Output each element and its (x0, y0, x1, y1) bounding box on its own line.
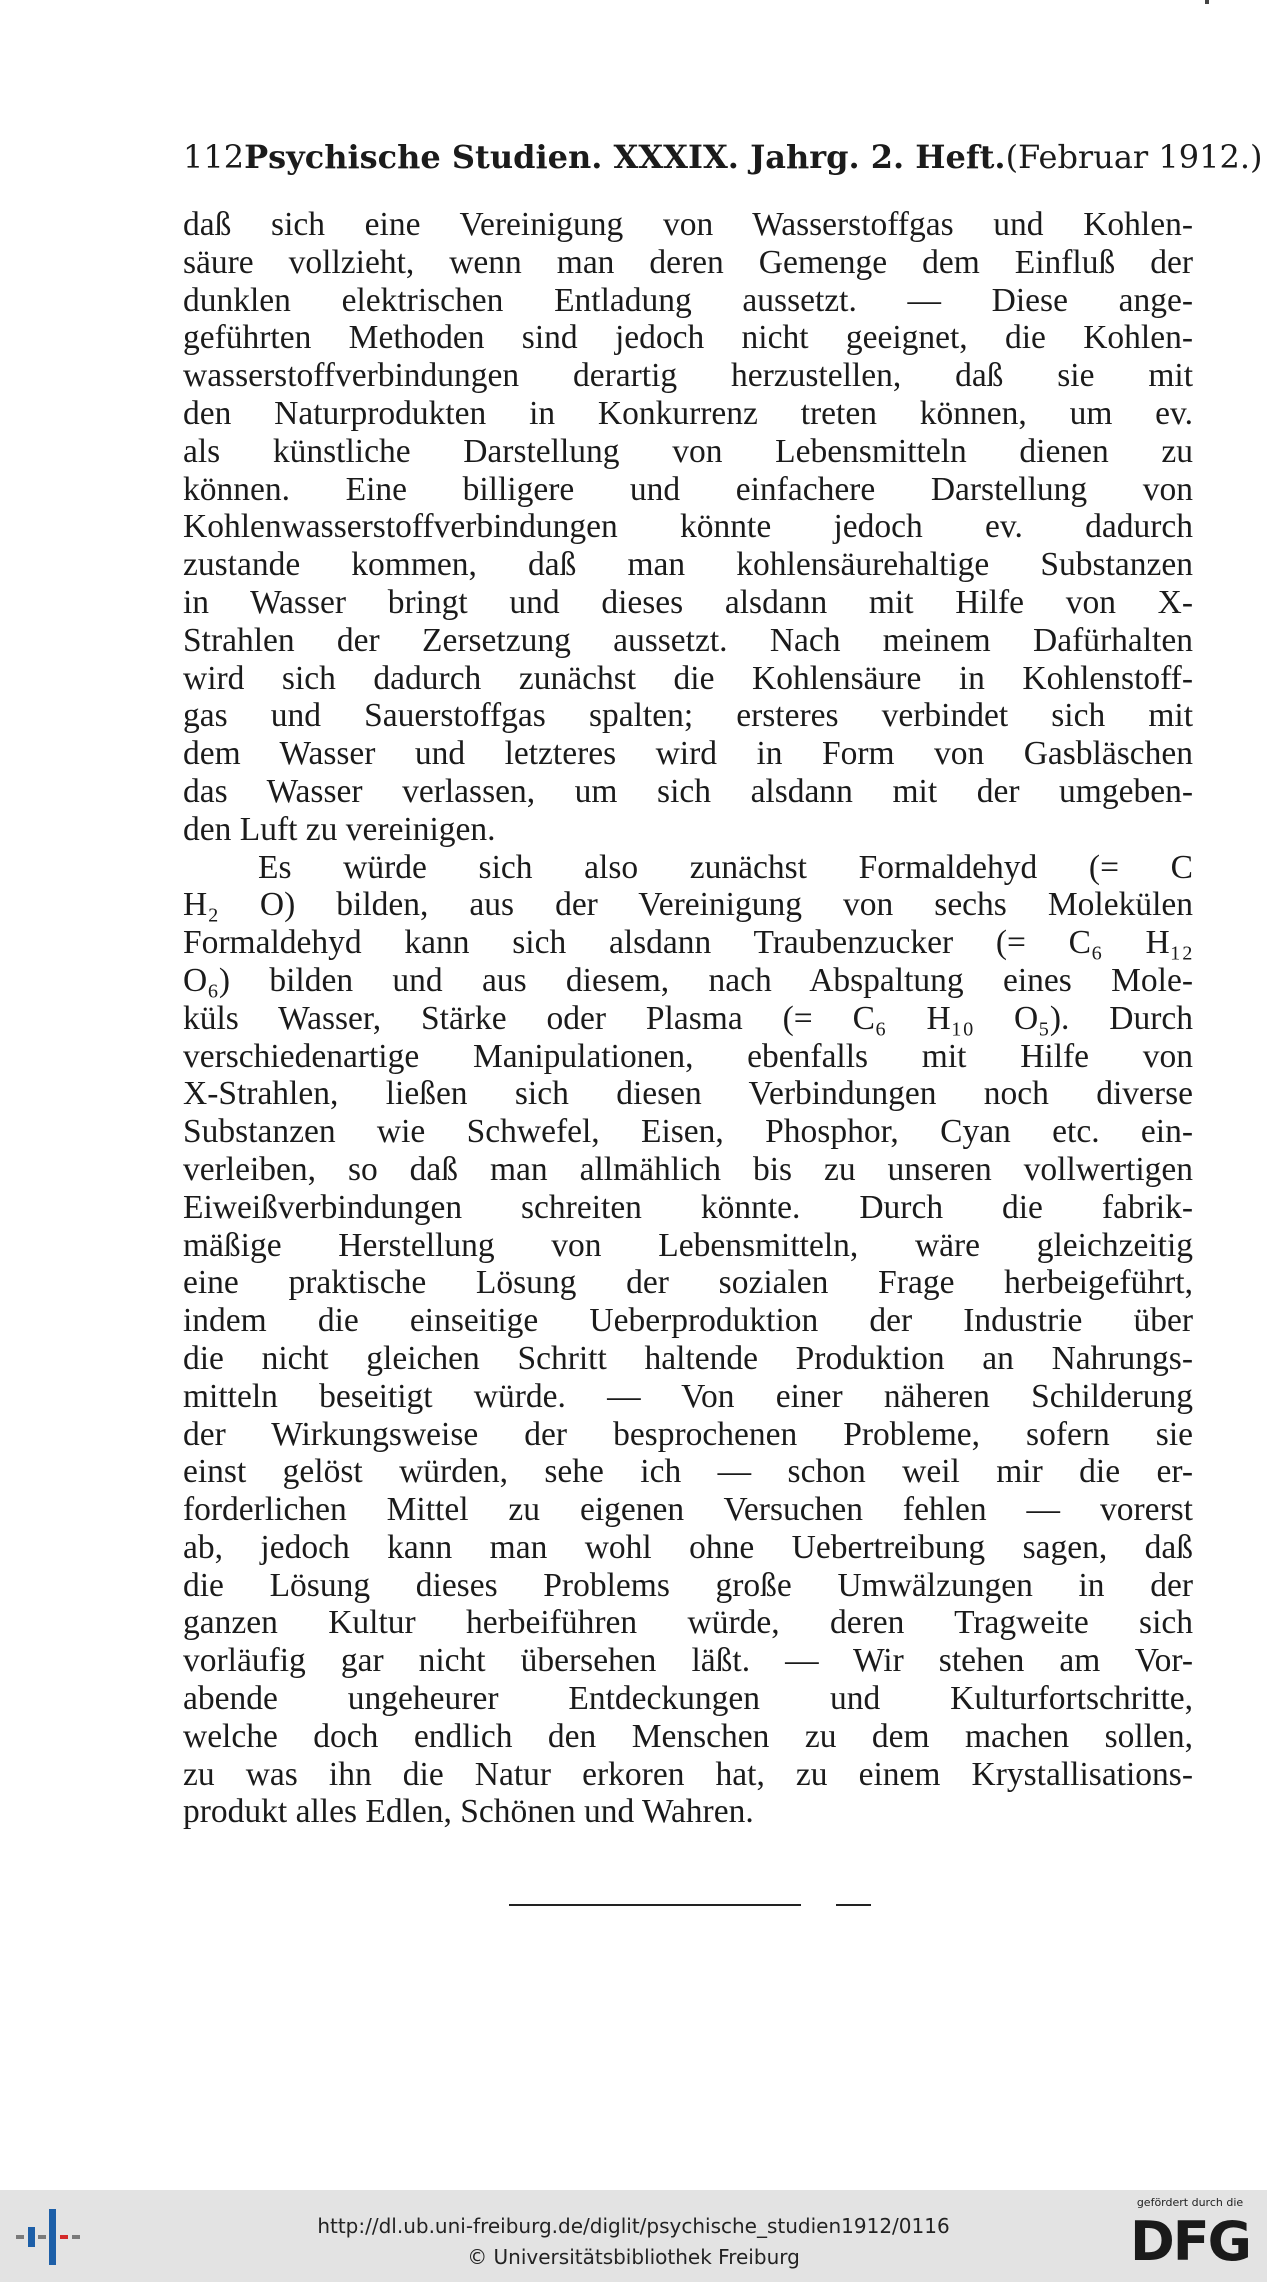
text-line: säure vollzieht, wenn man deren Gemenge dem Einfluß der (183, 243, 1193, 281)
text-line: eine praktische Lösung der sozialen Frage herbeigeführt, (183, 1264, 1193, 1302)
dfg-logo (1120, 2196, 1260, 2278)
text-line: den Naturprodukten in Konkurrenz treten können, um ev. (183, 394, 1193, 432)
footer-bar (0, 2190, 1267, 2282)
text-line: Eiweißverbindungen schreiten könnte. Durch die fabrik- (183, 1188, 1193, 1226)
text-line: Kohlenwasserstoffverbindungen könnte jedoch ev. dadurch (183, 508, 1193, 546)
text-line: Formaldehyd kann sich alsdann Traubenzucker (= C₆ H₁₂ (183, 924, 1193, 962)
text-line: verschiedenartige Manipulationen, ebenfalls mit Hilfe von (183, 1037, 1193, 1075)
text-line: einst gelöst würden, sehe ich — schon weil mir die er- (183, 1453, 1193, 1491)
text-line: X-Strahlen, ließen sich diesen Verbindungen noch diverse (183, 1075, 1193, 1113)
dfg-logo-text: DFG (1129, 2210, 1251, 2273)
text-line: forderlichen Mittel zu eigenen Versuchen fehlen — vorerst (183, 1491, 1193, 1529)
text-line: gas und Sauerstoffgas spalten; ersteres verbindet sich mit (183, 697, 1193, 735)
text-line: wird sich dadurch zunächst die Kohlensäure in Kohlenstoff- (183, 659, 1193, 697)
issue-date: (Februar 1912.) (1005, 138, 1263, 176)
text-line: geführten Methoden sind jedoch nicht geeignet, die Kohlen- (183, 319, 1193, 357)
text-line: dunklen elektrischen Entladung aussetzt. — Diese ange- (183, 281, 1193, 319)
text-line: O₆) bilden und aus diesem, nach Abspaltung eines Mole- (183, 961, 1193, 999)
text-line: Strahlen der Zersetzung aussetzt. Nach meinem Dafürhalten (183, 621, 1193, 659)
running-title: Psychische Studien. XXXIX. Jahrg. 2. Heft. (244, 138, 1006, 176)
text-line: vorläufig gar nicht übersehen läßt. — Wir stehen am Vor- (183, 1642, 1193, 1680)
text-line: zustande kommen, daß man kohlensäurehaltige Substanzen (183, 546, 1193, 584)
text-line: der Wirkungsweise der besprochenen Probleme, sofern sie (183, 1415, 1193, 1453)
text-line: verleiben, so daß man allmählich bis zu unseren vollwertigen (183, 1150, 1193, 1188)
text-line: ganzen Kultur herbeiführen würde, deren Tragweite sich (183, 1604, 1193, 1642)
text-line: zu was ihn die Natur erkoren hat, zu einem Krystallisations- (183, 1755, 1193, 1793)
text-line: Es würde sich also zunächst Formaldehyd (= C (258, 848, 1193, 886)
text-line: die nicht gleichen Schritt haltende Produktion an Nahrungs- (183, 1339, 1193, 1377)
end-rule (509, 1904, 801, 1906)
running-header (183, 132, 1263, 182)
text-line: die Lösung dieses Problems große Umwälzungen in der (183, 1566, 1193, 1604)
scan-mark (1205, 0, 1209, 4)
text-line: mäßige Herstellung von Lebensmitteln, wäre gleichzeitig (183, 1226, 1193, 1264)
text-line: abende ungeheurer Entdeckungen und Kulturfortschritte, (183, 1680, 1193, 1718)
text-line: dem Wasser und letzteres wird in Form von Gasbläschen (183, 735, 1193, 773)
page-number: 112 (183, 138, 245, 176)
text-line: welche doch endlich den Menschen zu dem machen sollen, (183, 1717, 1193, 1755)
text-line: wasserstoffverbindungen derartig herzustellen, daß sie mit (183, 357, 1193, 395)
dfg-caption: gefördert durch die (1136, 2196, 1244, 2209)
text-line: küls Wasser, Stärke oder Plasma (= C₆ H₁₀ O₅). Durch (183, 999, 1193, 1037)
text-line: produkt alles Edlen, Schönen und Wahren. (183, 1793, 754, 1831)
text-line: Substanzen wie Schwefel, Eisen, Phosphor, Cyan etc. ein- (183, 1113, 1193, 1151)
text-line: H₂ O) bilden, aus der Vereinigung von sechs Molekülen (183, 886, 1193, 924)
text-line: als künstliche Darstellung von Lebensmitteln dienen zu (183, 432, 1193, 470)
footer-copyright: © Universitätsbibliothek Freiburg (467, 2245, 800, 2269)
text-line: indem die einseitige Ueberproduktion der Industrie über (183, 1302, 1193, 1340)
text-line: in Wasser bringt und dieses alsdann mit Hilfe von X- (183, 583, 1193, 621)
text-line: das Wasser verlassen, um sich alsdann mit der umgeben- (183, 772, 1193, 810)
text-line: ab, jedoch kann man wohl ohne Uebertreibung sagen, daß (183, 1528, 1193, 1566)
end-rule-short (836, 1904, 871, 1906)
text-line: mitteln beseitigt würde. — Von einer näheren Schilderung (183, 1377, 1193, 1415)
text-line: den Luft zu vereinigen. (183, 810, 496, 848)
text-line: daß sich eine Vereinigung von Wasserstoffgas und Kohlen- (183, 206, 1193, 243)
text-line: können. Eine billigere und einfachere Darstellung von (183, 470, 1193, 508)
body-text (183, 206, 1193, 1831)
footer-url-link[interactable]: http://dl.ub.uni-freiburg.de/diglit/psychische_studien1912/0116 (317, 2214, 950, 2238)
